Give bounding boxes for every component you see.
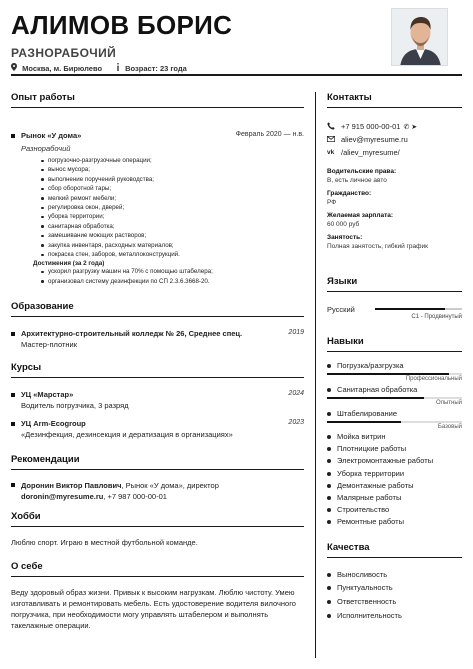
skill-item: Мойка витрин [327,432,462,444]
job-role: Разнорабочий [21,144,71,153]
location-line [11,63,102,73]
duty-item: замешивание моющих растворов; [41,231,304,240]
achievements-heading: Достижения (за 2 года) [33,260,105,268]
about-text: Веду здоровый образ жизни. Привык к высоким нагрузкам. Люблю чистоту. Умею изготавливать и ремонтировать мебель. Есть удостоверение водителя вилочного погрузчика, при необходимости могу управлять штабелером и выполнять такелажные операции. [11,588,296,631]
right-column [327,92,462,625]
contact-field-value: В, есть личное авто [327,177,387,184]
contact-field-label: Водительские права: [327,168,397,175]
rated-skill-item [327,385,462,409]
references-heading: Рекомендации [11,454,304,470]
reference-details: , Рынок «У дома», директор [121,481,219,491]
skill-name: Санитарная обработка [337,385,418,394]
square-bullet-icon [11,393,15,397]
skill-level-bar [327,373,462,375]
info-icon [116,64,122,73]
vk-text[interactable]: /aliev_myresume/ [341,148,400,157]
skill-level-bar [327,421,462,423]
course-year: 2023 [288,419,304,427]
duty-item: выполнение поручений руководства; [41,175,304,184]
duty-item: погрузочно-разгрузочные операции; [41,156,304,165]
contact-field-value: Полная занятость, гибкий график [327,243,428,250]
quality-item: Выносливость [327,570,462,584]
left-column [11,92,304,631]
duty-item: сбор оборотной тары; [41,184,304,193]
language-level-bar [375,308,462,310]
language-name: Русский [327,305,355,314]
skill-level-fill [327,397,424,399]
messenger-icons[interactable]: ✆ ➤ [403,123,418,131]
map-pin-icon [11,64,19,73]
about-heading: О себе [11,561,304,577]
skill-level-fill [327,373,449,375]
education-title: Архитектурно-строительный колледж № 26, Среднее спец. [21,329,243,339]
contacts-heading: Контакты [327,92,462,108]
skill-item: Ремонтные работы [327,517,462,529]
languages-heading: Языки [327,276,462,292]
experience-heading: Опыт работы [11,92,304,108]
candidate-position: РАЗНОРАБОЧИЙ [11,46,117,60]
contact-field-value: РФ [327,199,337,206]
resume-header [11,8,462,74]
course-subtitle: «Дезинфекция, дезинсекция и дератизация в организациях» [21,430,233,440]
skill-level-fill [327,421,401,423]
candidate-name: АЛИМОВ БОРИС [11,10,233,40]
skill-level: Опытный [436,400,462,406]
location-text: Москва, м. Бирюлево [22,64,103,73]
skill-level-bar [327,397,462,399]
duty-item: уборка территории; [41,212,304,221]
vk-icon: vk [327,149,335,156]
mail-icon [327,136,341,144]
reference-entry [11,480,304,502]
reference-name: Доронин Виктор Павлович [21,481,122,491]
hobby-heading: Хобби [11,511,304,527]
achievement-item: ускорил разгрузку машин на 70% с помощью штабелера; [41,267,304,276]
qualities-heading: Качества [327,542,462,558]
skill-name: Штабелирование [337,409,398,418]
column-divider [315,92,316,658]
qualities-list [327,570,462,625]
language-level-fill [375,308,445,310]
contact-field-label: Гражданство: [327,190,372,197]
bullet-dot-icon [327,388,331,392]
skill-item: Плотницкие работы [327,444,462,456]
job-entry [11,131,304,286]
phone-icon [327,122,341,132]
achievements-list [41,267,304,286]
education-entry [11,329,304,349]
duty-item: регулировка окон, дверей; [41,203,304,212]
vk-row [327,146,462,159]
course-entry [11,419,304,439]
reference-name-line [21,480,304,491]
quality-item: Исполнительность [327,611,462,625]
age-line [116,63,187,73]
reference-contact-line [21,491,304,502]
contact-fields [327,168,462,250]
job-company: Рынок «У дома» [21,131,82,140]
course-entry [11,390,304,410]
phone-text[interactable]: +7 915 000-00-01 [341,122,401,131]
job-dates: Февраль 2020 — н.в. [235,131,304,138]
language-level: C1 - Продвинутый [411,314,462,320]
reference-email[interactable]: doronin@myresume.ru [21,492,104,502]
skills-heading: Навыки [327,336,462,352]
skill-name: Погрузка/разгрузка [337,361,404,370]
bullet-dot-icon [327,412,331,416]
rated-skill-item [327,409,462,433]
skill-item: Демонтажные работы [327,481,462,493]
contact-field-label: Желаемая зарплата: [327,212,394,219]
courses-heading: Курсы [11,362,304,378]
contact-field-label: Занятость: [327,234,363,241]
square-bullet-icon [11,134,15,138]
email-row [327,133,462,146]
square-bullet-icon [11,332,15,336]
course-year: 2024 [288,390,304,398]
rated-skill-item [327,361,462,385]
candidate-photo [391,8,448,66]
skill-level: Профессиональный [405,376,462,382]
bullet-dot-icon [327,364,331,368]
skill-item: Электромонтажные работы [327,456,462,468]
skill-item: Малярные работы [327,493,462,505]
achievement-item: организовал систему дезинфекции по СП 2.3.6.3668-20. [41,277,304,286]
duty-item: покраска стен, заборов, металлоконструкций. [41,250,304,259]
duty-item: закупка инвентаря, расходных материалов; [41,241,304,250]
candidate-meta [11,63,187,73]
quality-item: Ответственность [327,597,462,611]
skill-item: Уборка территории [327,469,462,481]
duty-item: санитарная обработка; [41,222,304,231]
skill-level: Базовый [437,424,462,430]
skill-item: Строительство [327,505,462,517]
course-title: УЦ Arm-Ecogroup [21,419,86,429]
education-heading: Образование [11,301,304,317]
job-duties-list [41,156,304,259]
skills-list [327,432,462,530]
course-title: УЦ «Марстар» [21,390,74,400]
hobby-text: Люблю спорт. Играю в местной футбольной команде. [11,538,198,548]
square-bullet-icon [11,422,15,426]
email-text[interactable]: aliev@myresume.ru [341,135,408,144]
duty-item: мелкий ремонт мебели; [41,194,304,203]
rated-skills [327,361,462,433]
education-year: 2019 [288,329,304,337]
contact-field-value: 60 000 руб [327,221,360,228]
header-divider [11,74,462,76]
course-subtitle: Водитель погрузчика, 3 разряд [21,401,129,411]
phone-row [327,120,462,133]
square-bullet-icon [11,483,15,487]
quality-item: Пунктуальность [327,583,462,597]
reference-phone: , +7 987 000-00-01 [103,492,167,502]
language-item [327,305,462,327]
education-subtitle: Мастер-плотник [21,340,78,350]
duty-item: вынос мусора; [41,165,304,174]
age-text: Возраст: 23 года [125,64,187,73]
